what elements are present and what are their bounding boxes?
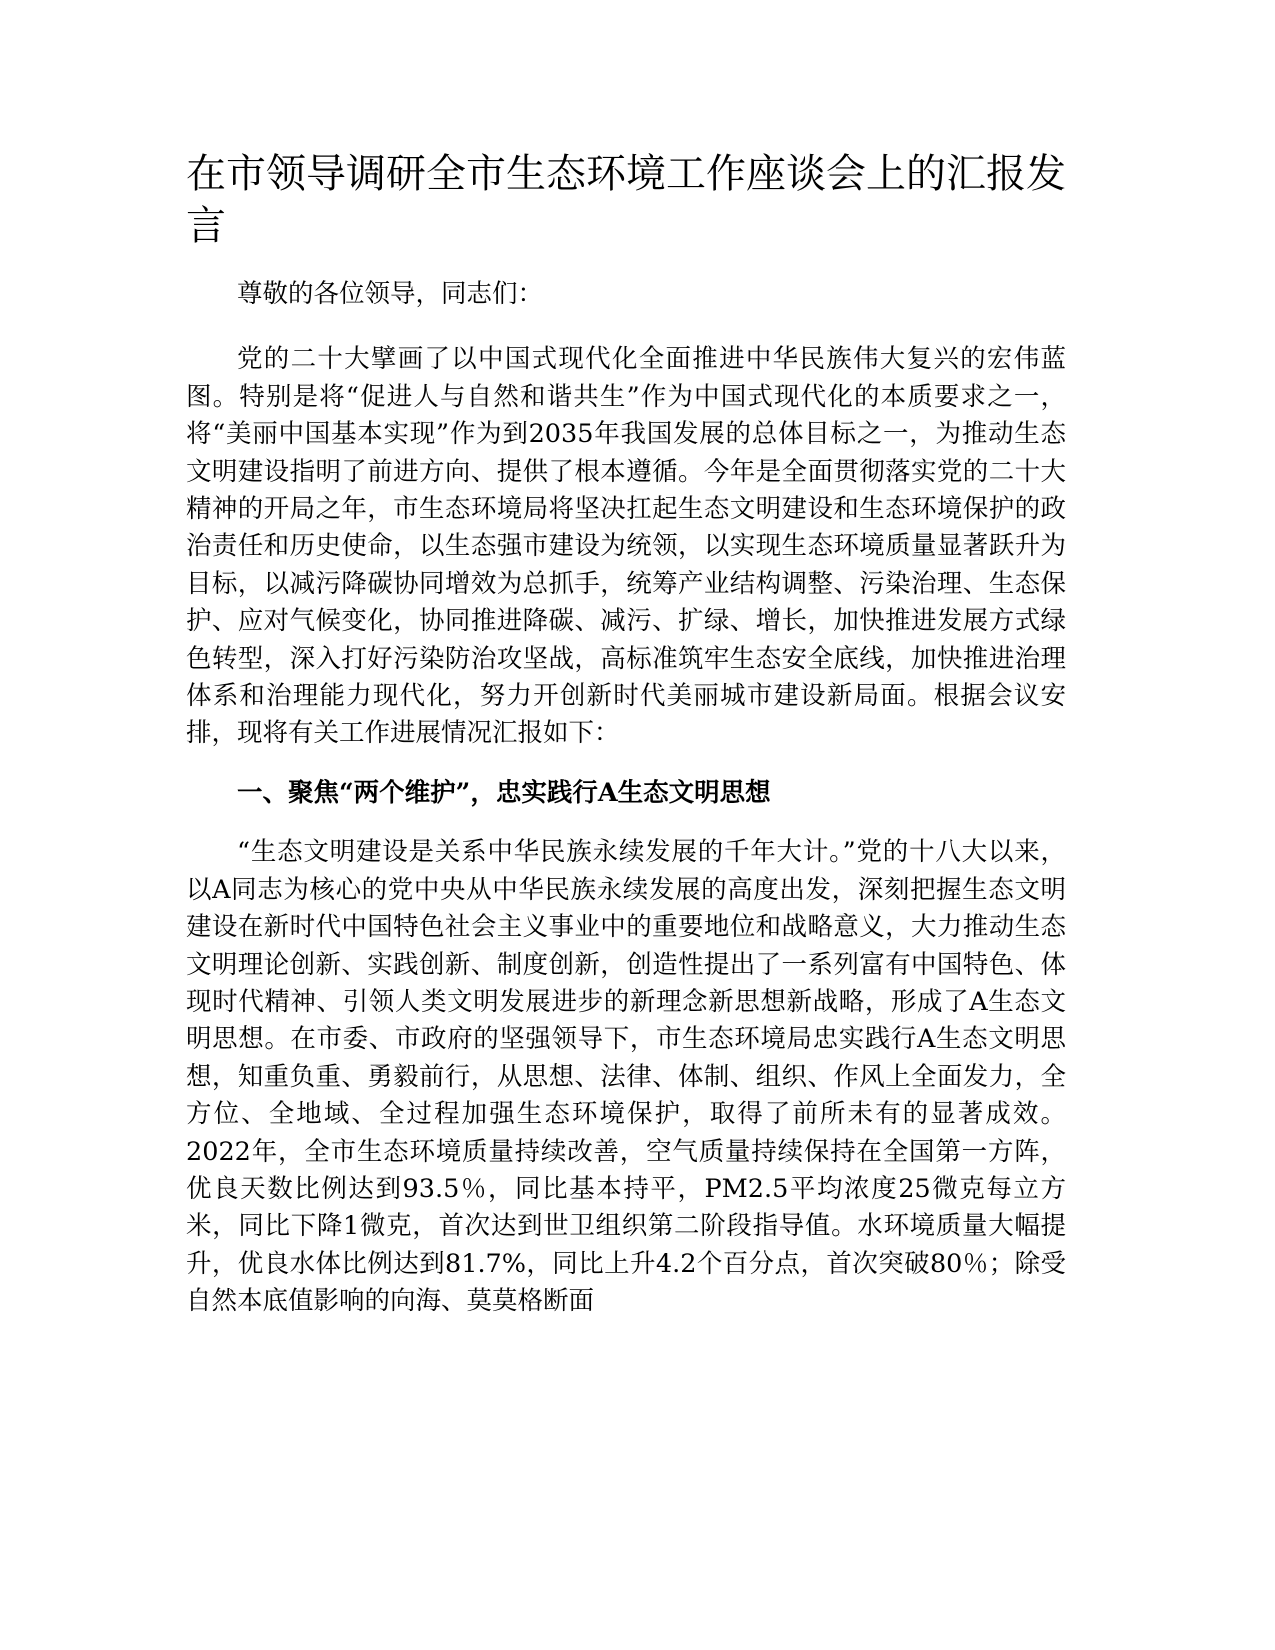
intro-paragraph: 党的二十大擘画了以中国式现代化全面推进中华民族伟大复兴的宏伟蓝图。特别是将“促进人与自然和谐共生”作为中国式现代化的本质要求之一，将“美丽中国基本实现”作为到2035年我国发展的总体目标之一，为推动生态文明建设指明了前进方向、提供了根本遵循。今年是全面贯彻落实党的二十大精神的开局之年，市生态环境局将坚决扛起生态文明建设和生态环境保护的政治责任和历史使命，以生态强市建设为统领，以实现生态环境质量显著跃升为目标，以减污降碳协同增效为总抓手，统筹产业结构调整、污染治理、生态保护、应对气候变化，协同推进降碳、减污、扩绿、增长，加快推进发展方式绿色转型，深入打好污染防治攻坚战，高标准筑牢生态安全底线，加快推进治理体系和治理能力现代化，努力开创新时代美丽城市建设新局面。根据会议安排，现将有关工作进展情况汇报如下： xyxy=(186,344,1066,749)
section-1-paragraph: “生态文明建设是关系中华民族永续发展的千年大计。”党的十八大以来，以A同志为核心的党中央从中华民族永续发展的高度出发，深刻把握生态文明建设在新时代中国特色社会主义事业中的重要地位和战略意义，大力推动生态文明理论创新、实践创新、制度创新，创造性提出了一系列富有中国特色、体现时代精神、引领人类文明发展进步的新理念新思想新战略，形成了A生态文明思想。在市委、市政府的坚强领导下，市生态环境局忠实践行A生态文明思想，知重负重、勇毅前行，从思想、法律、体制、组织、作风上全面发力，全方位、全地域、全过程加强生态环境保护，取得了前所未有的显著成效。2022年，全市生态环境质量持续改善，空气质量持续保持在全国第一方阵，优良天数比例达到93.5％，同比基本持平，PM2.5平均浓度25微克每立方米，同比下降1微克，首次达到世卫组织第二阶段指导值。水环境质量大幅提升，优良水体比例达到81.7%，同比上升4.2个百分点，首次突破80％；除受自然本底值影响的向海、莫莫格断面 xyxy=(186,837,1066,1317)
section-heading-1: 一、聚焦“两个维护”，忠实践行A生态文明思想 xyxy=(237,777,771,808)
document-body xyxy=(186,148,1066,1321)
document-title: 在市领导调研全市生态环境工作座谈会上的汇报发言 xyxy=(186,151,1066,249)
salutation: 尊敬的各位领导，同志们： xyxy=(237,279,544,309)
